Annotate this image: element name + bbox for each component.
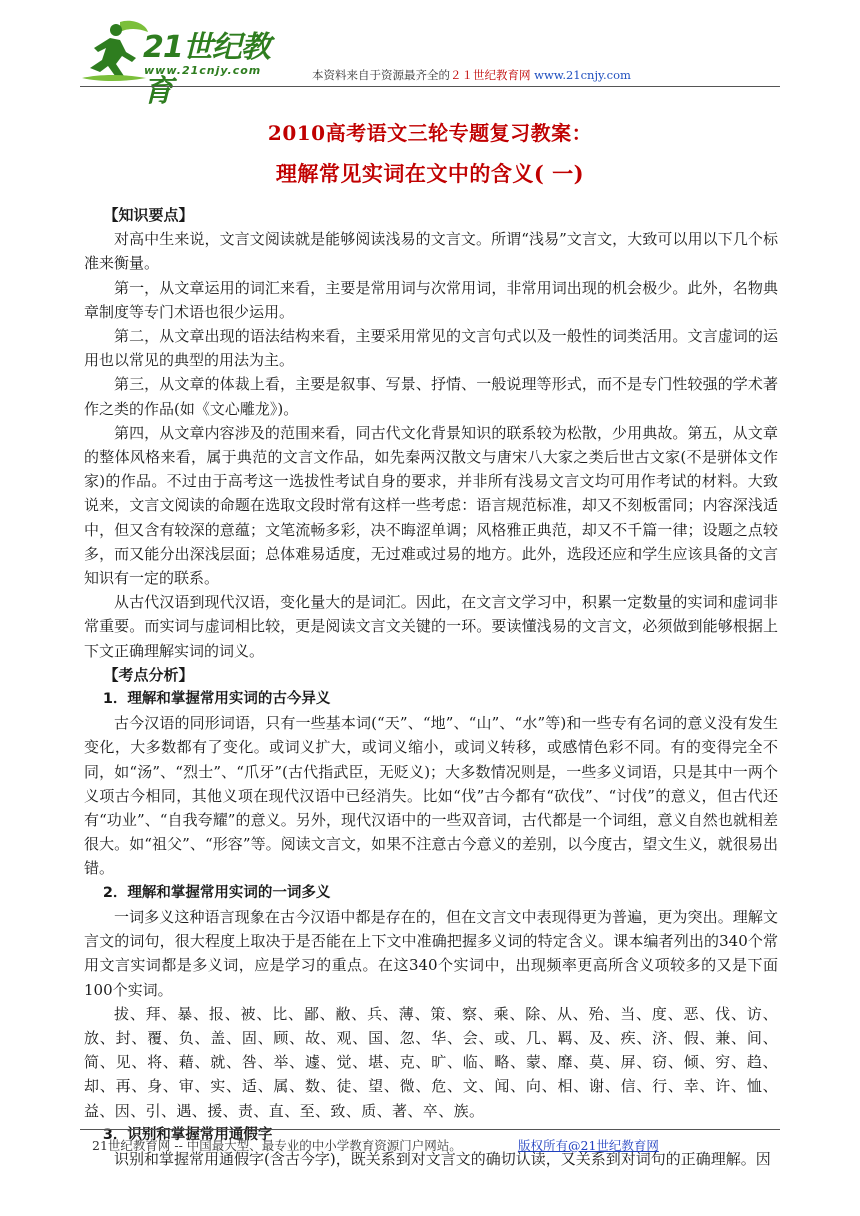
footer-divider [80, 1129, 780, 1130]
paragraph: 古今汉语的同形词语，只有一些基本词(“天”、“地”、“山”、“水”等)和一些专有名词的意义没有发生变化，大多数都有了变化。或词义扩大，或词义缩小，或词义转移，或感情色彩不同。有的变得完全不同，如“汤”、“烈士”、“爪牙”(古代指武臣，无贬义)；大多数情况则是，一些多义词语，只是其中一两个义项古今相同，其他义项在现代汉语中已经消失。比如“伐”古今都有“砍伐”、“讨伐”的意义，但古代还有“功业”、“自我夸耀”的意义。另外，现代汉语中的一些双音词，古代都是一个词组，意义自然也就相差很大。如“祖父”、“形容”等。阅读文言文，如果不注意古今意义的差别，以今度古，望文生义，就很易出错。 [84, 714, 778, 878]
header-note-prefix: 本资料来自于资源最齐全的 [312, 68, 450, 82]
paragraph: 第二，从文章出现的语法结构来看，主要采用常见的文言句式以及一般性的词类活用。文言虚词的运用也以常见的典型的用法为主。 [84, 327, 778, 370]
subsection-heading: 2．理解和掌握常用实词的一词多义 [102, 884, 331, 901]
paragraph: 第三，从文章的体裁上看，主要是叙事、写景、抒情、一般说理等形式，而不是专门性较强的学术著作之类的作品(如《文心雕龙》)。 [84, 375, 778, 418]
header-note-url[interactable]: www.21cnjy.com [530, 68, 631, 82]
header-divider [80, 86, 780, 87]
document-title: 2010高考语文三轮专题复习教案： [267, 121, 593, 145]
header-note [312, 67, 631, 83]
document-body [84, 203, 778, 1171]
document-subtitle: 理解常见实词在文中的含义( 一) [275, 161, 585, 186]
paragraph: 一词多义这种语言现象在古今汉语中都是存在的，但在文言文中表现得更为普遍，更为突出。理解文言文的词句，很大程度上取决于是否能在上下文中准确把握多义词的特定含义。课本编者列出的340个常用文言实词都是多义词，应是学习的重点。在这340个实词中，出现频率更高所含义项较多的又是下面100个实词。 [84, 907, 778, 999]
paragraph: 对高中生来说，文言文阅读就是能够阅读浅易的文言文。所谓“浅易”文言文，大致可以用以下几个标准来衡量。 [84, 230, 778, 273]
header-note-site[interactable]: ２１世纪教育网 [450, 68, 531, 82]
section-heading-analysis: 【考点分析】 [103, 665, 194, 684]
site-logo[interactable] [80, 16, 290, 109]
paragraph: 从古代汉语到现代汉语，变化量大的是词汇。因此，在文言文学习中，积累一定数量的实词和虚词非常重要。而实词与虚词相比较，更是阅读文言文关键的一环。要读懂浅易的文言文，必须做到能够根据上下文正确理解实词的词义。 [84, 593, 778, 660]
page-header [80, 16, 780, 109]
section-heading-knowledge: 【知识要点】 [103, 206, 194, 224]
paragraph: 第四，从文章内容涉及的范围来看，同古代文化背景知识的联系较为松散，少用典故。第五，从文章的整体风格来看，属于典范的文言文作品，如先秦两汉散文与唐宋八大家之类后世古文家(不是骈体文作家)的作品。不过由于高考这一选拔性考试自身的要求，并非所有浅易文言文均可用作考试的材料。大致说来，文言文阅读的命题在选取文段时常有这样一些考虑：语言规范标准，却又不刻板雷同；内容深浅适中，但又含有较深的意蕴；文笔流畅多彩，决不晦涩单调；风格雅正典范，却又不千篇一律；设题之点较多，而又能分出深浅层面；总体难易适度，无过难或过易的地方。此外，选段还应和学生应该具备的文言知识有一定的联系。 [84, 423, 778, 588]
subsection-heading: 1．理解和掌握常用实词的古今异义 [102, 691, 331, 708]
logo-wordmark: 21世纪教育 [143, 30, 270, 109]
footer-copyright-link[interactable]: 版权所有@21世纪教育网 [518, 1138, 659, 1153]
footer-text: 21世纪教育网 -- 中国最大型、最专业的中小学教育资源门户网站。 [92, 1138, 462, 1153]
subsection-heading: 3．识别和掌握常用通假字 [102, 1126, 273, 1143]
logo-url: www.21cnjy.com [144, 64, 262, 77]
paragraph: 第一，从文章运用的词汇来看，主要是常用词与次常用词，非常用词出现的机会极少。此外，名物典章制度等专门术语也很少运用。 [84, 278, 778, 321]
character-list: 拔、拜、暴、报、被、比、鄙、敝、兵、薄、策、察、乘、除、从、殆、当、度、恶、伐、访、放、封、覆、负、盖、固、顾、故、观、国、忽、华、会、或、几、羁、及、疾、济、假、兼、间、简、见、将、藉、就、咎、举、遽、觉、堪、克、旷、临、略、蒙、靡、莫、屏、窃、倾、穷、趋、却、再、身、审、实、适、属、数、徒、望、微、危、文、闻、向、相、谢、信、行、幸、许、恤、益、因、引、遇、援、责、直、至、致、质、著、卒、族。 [84, 1004, 778, 1120]
paragraph: 识别和掌握常用通假字(含古今字)，既关系到对文言文的确切认读，又关系到对词句的正确理解。因 [114, 1149, 771, 1168]
runner-icon [80, 18, 150, 84]
